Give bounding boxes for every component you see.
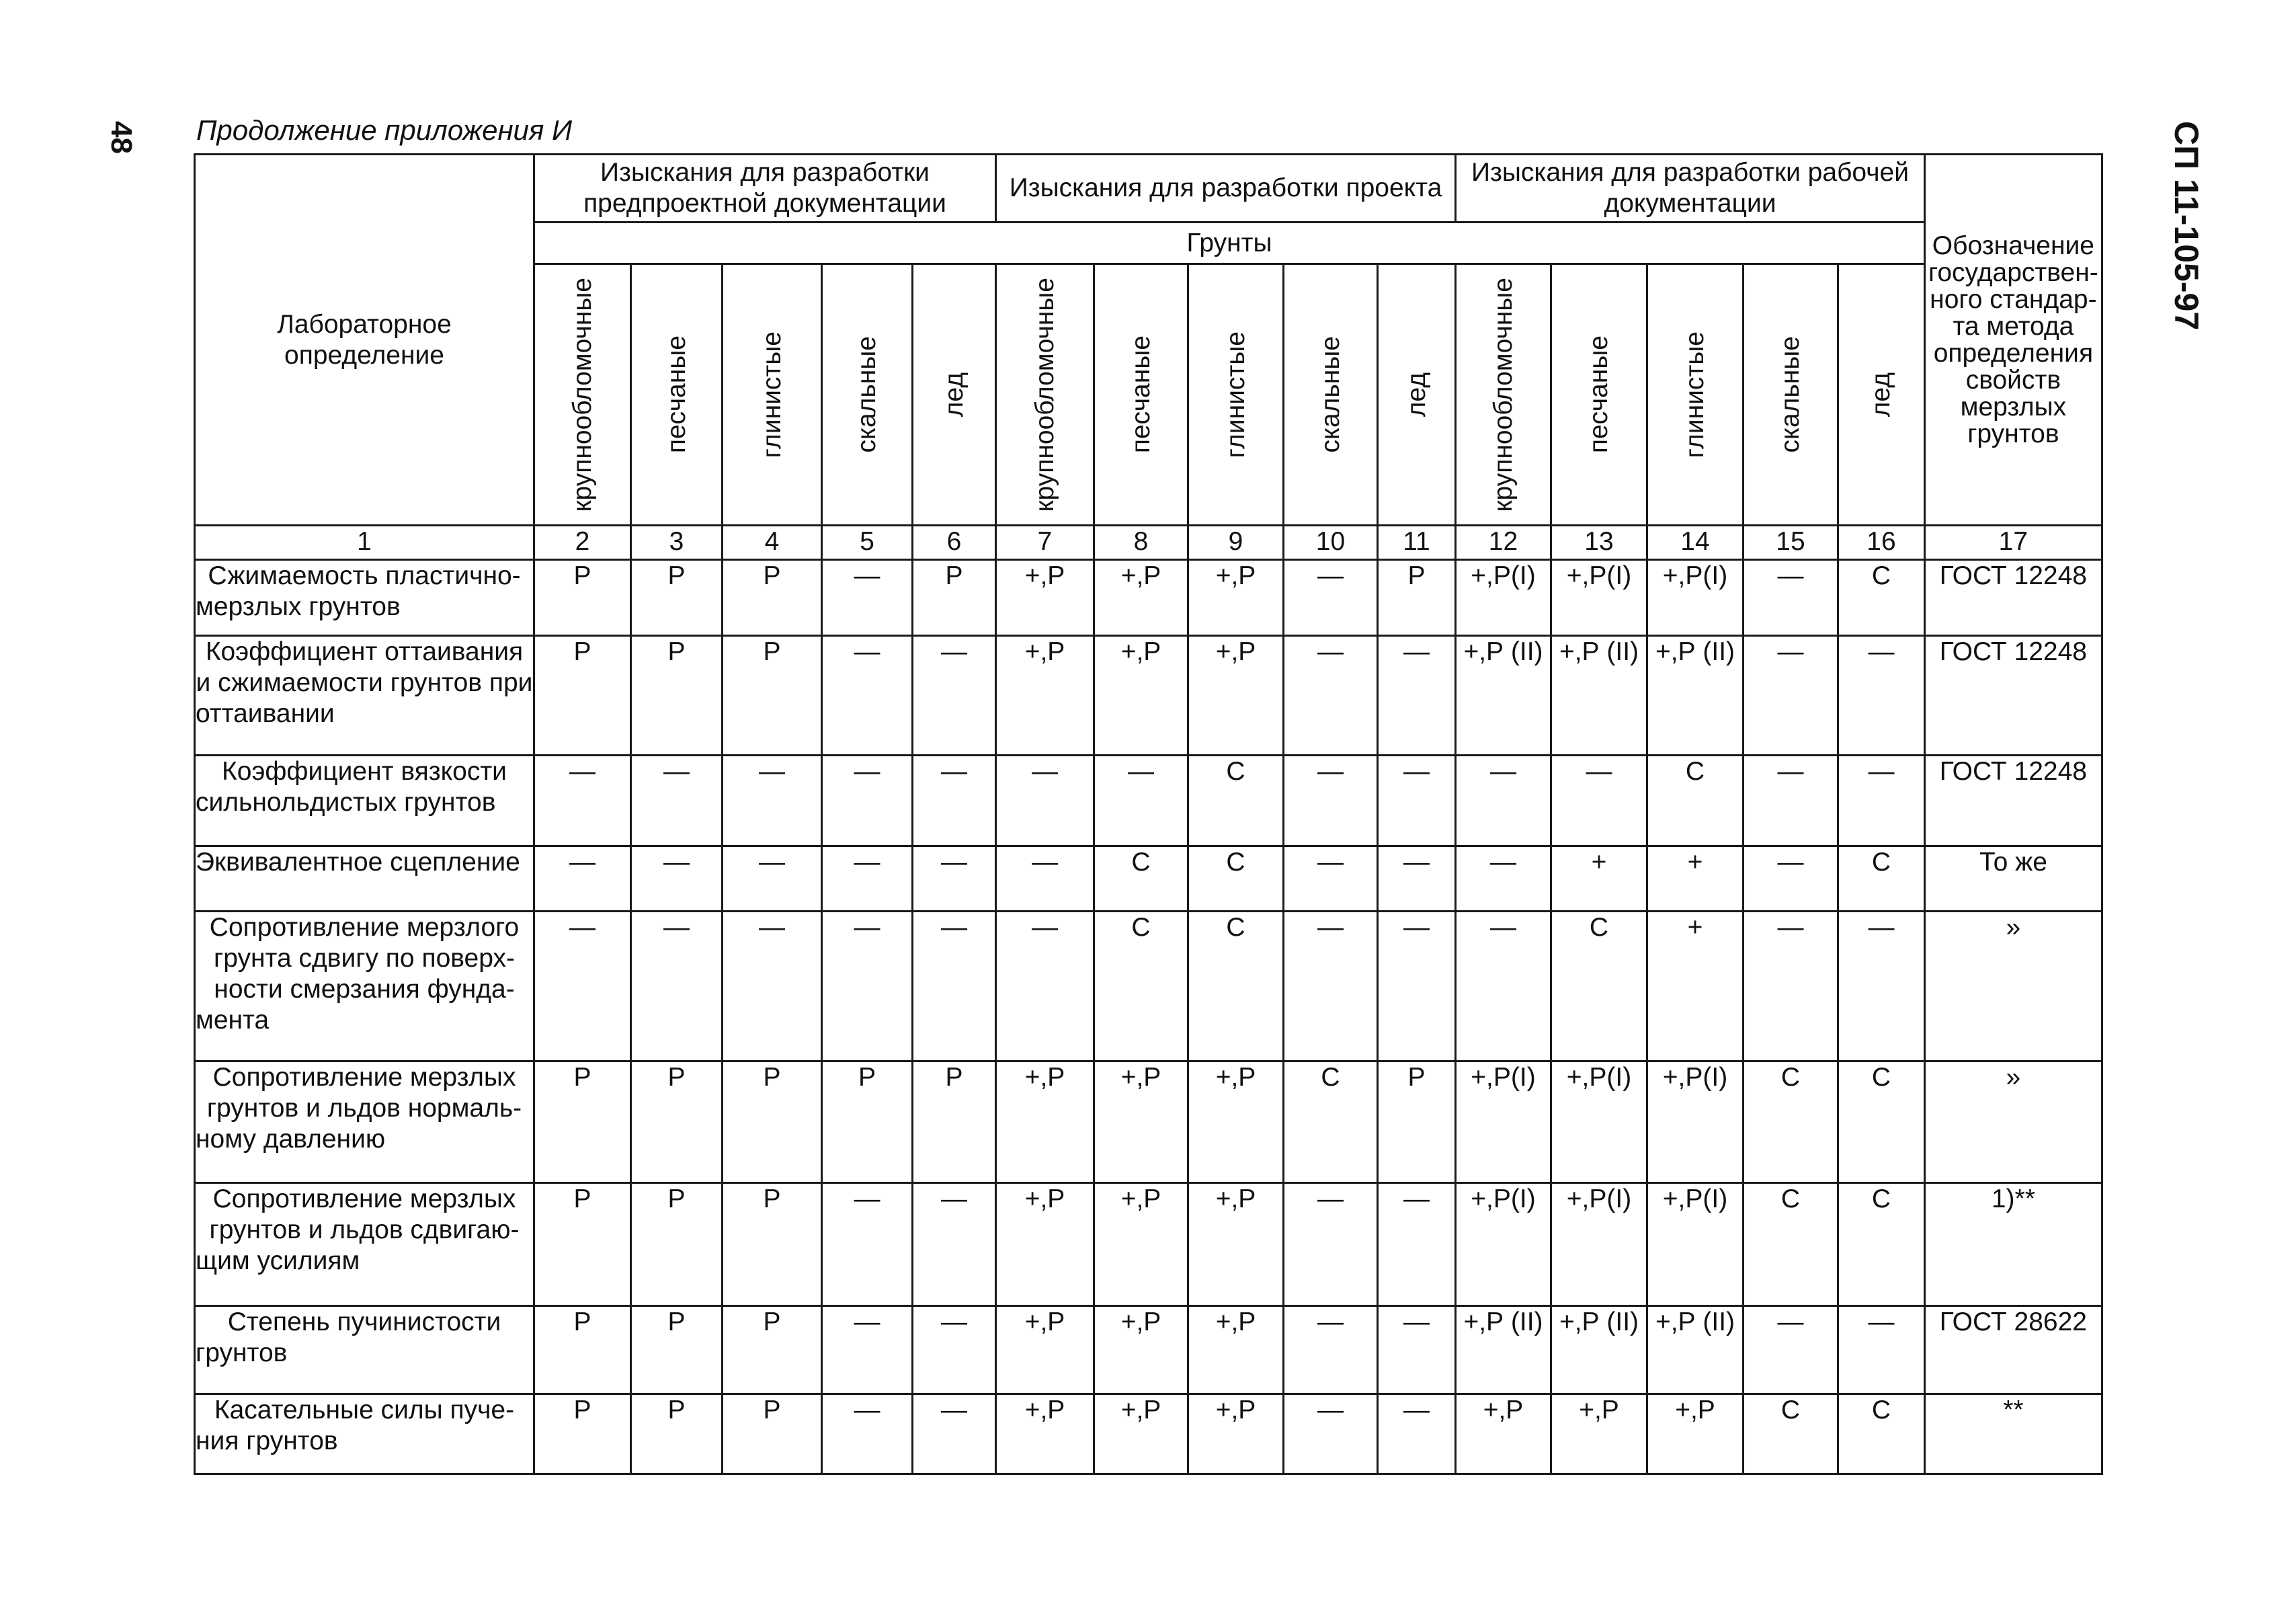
table-cell: — [1744,912,1838,1061]
table-cell: — [913,1183,996,1306]
table-cell: Р [723,1061,822,1183]
table-cell: — [996,756,1094,846]
table-cell: — [913,756,996,846]
lab-definition-name: Эквивалентное сцепление [195,846,534,912]
table-row [195,1061,2102,1183]
column-number: 10 [1284,526,1378,560]
column-number: 1 [195,526,534,560]
group-header-working: Изыскания для разработки рабочей документации [1456,155,1925,223]
standard-designation: ГОСТ 12248 [1925,756,2102,846]
table-row [195,912,2102,1061]
table-cell: Р [534,1306,631,1394]
table-cell: Р [723,560,822,636]
table-cell: +,Р [1188,1394,1284,1474]
table-cell: — [1284,1394,1378,1474]
table-cell: +,Р [996,636,1094,756]
column-number: 9 [1188,526,1284,560]
table-cell: С [1838,1394,1925,1474]
table-cell: — [534,846,631,912]
table-cell: — [1838,1306,1925,1394]
table-cell: +,Р [1094,1394,1188,1474]
table-cell: — [822,560,913,636]
column-number: 12 [1456,526,1551,560]
lab-definition-name: Коэффициент вязкости сильнольдистых грунтов [195,756,534,846]
table-cell: — [1284,1183,1378,1306]
table-cell: +,Р(I) [1551,1183,1647,1306]
lab-definition-name: Сопротивление мерзлых грунтов и льдов нормаль-ному давлению [195,1061,534,1183]
table-cell: — [1744,1306,1838,1394]
table-cell: +,Р [1188,560,1284,636]
page-number: 48 [105,121,138,154]
table-cell: — [822,1183,913,1306]
table-cell: Р [822,1061,913,1183]
table-cell: — [534,756,631,846]
table-row [195,846,2102,912]
table-cell: — [913,846,996,912]
table-cell: + [1551,846,1647,912]
column-number: 6 [913,526,996,560]
soil-type-header: глинистые [1188,264,1284,526]
table-cell: — [1378,636,1456,756]
table-cell: — [1456,846,1551,912]
table-cell: Р [631,1394,723,1474]
table-cell: — [723,912,822,1061]
table-cell: +,Р [996,1306,1094,1394]
table-cell: +,Р(I) [1647,1183,1744,1306]
table-cell: +,Р(I) [1647,1061,1744,1183]
soil-type-header: песчаные [1094,264,1188,526]
table-cell: +,Р(I) [1551,1061,1647,1183]
table-cell: Р [723,1306,822,1394]
table-cell: +,Р(I) [1647,560,1744,636]
column-number: 7 [996,526,1094,560]
table-cell: С [1188,846,1284,912]
table-cell: С [1094,912,1188,1061]
table-cell: +,Р [996,1183,1094,1306]
table-cell: +,Р [1188,1306,1284,1394]
column-number: 15 [1744,526,1838,560]
table-cell: — [1378,1394,1456,1474]
table-cell: +,Р [1551,1394,1647,1474]
table-cell: — [913,1394,996,1474]
table-cell: +,Р [1188,1061,1284,1183]
table-cell: — [1284,756,1378,846]
soil-type-header: скальные [822,264,913,526]
table-cell: — [822,912,913,1061]
soil-type-header: скальные [1744,264,1838,526]
table-cell: — [723,846,822,912]
lab-tests-table [194,153,2103,1475]
table-cell: Р [534,1394,631,1474]
soils-header: Грунты [534,223,1925,264]
table-cell: +,Р [1094,1306,1188,1394]
table-cell: — [1744,846,1838,912]
soil-type-header: крупнообломочные [534,264,631,526]
table-cell: — [631,912,723,1061]
table-cell: — [1284,560,1378,636]
table-cell: Р [534,636,631,756]
table-cell: Р [723,1183,822,1306]
lab-definition-name: Коэффициент оттаивания и сжимаемости грунтов при оттаивании [195,636,534,756]
table-cell: — [822,1394,913,1474]
table-cell: — [631,756,723,846]
standard-designation: ГОСТ 28622 [1925,1306,2102,1394]
table-cell: С [1188,912,1284,1061]
table-cell: — [996,846,1094,912]
standard-designation: 1)** [1925,1183,2102,1306]
column-number: 13 [1551,526,1647,560]
column-number: 4 [723,526,822,560]
table-cell: Р [723,1394,822,1474]
document-code: СП 11-105-97 [2168,121,2205,331]
table-cell: Р [1378,1061,1456,1183]
lab-definition-name: Степень пучинистости грунтов [195,1306,534,1394]
table-cell: Р [631,560,723,636]
table-cell: +,Р [1094,1183,1188,1306]
table-cell: Р [631,636,723,756]
table-cell: — [1378,1306,1456,1394]
soil-type-header: скальные [1284,264,1378,526]
table-cell: — [723,756,822,846]
table-cell: +,Р [1188,1183,1284,1306]
table-cell: Р [534,560,631,636]
standard-designation: ГОСТ 12248 [1925,636,2102,756]
table-cell: — [1456,912,1551,1061]
table-cell: — [1744,756,1838,846]
table-cell: — [1838,756,1925,846]
table-cell: — [913,636,996,756]
table-cell: +,Р(I) [1456,1061,1551,1183]
table-cell: С [1838,1183,1925,1306]
soil-type-header: песчаные [631,264,723,526]
table-row [195,560,2102,636]
table-cell: +,Р [1094,1061,1188,1183]
column-number: 8 [1094,526,1188,560]
table-cell: Р [631,1183,723,1306]
table-cell: + [1647,912,1744,1061]
table-cell: — [822,756,913,846]
table-cell: +,Р (II) [1647,1306,1744,1394]
table-cell: Р [723,636,822,756]
table-cell: — [913,1306,996,1394]
table-cell: — [1838,912,1925,1061]
table-cell: С [1838,560,1925,636]
table-cell: — [1284,912,1378,1061]
table-cell: — [1551,756,1647,846]
table-cell: — [913,912,996,1061]
table-cell: +,Р (II) [1456,636,1551,756]
lab-definition-name: Касательные силы пуче-ния грунтов [195,1394,534,1474]
table-cell: — [822,846,913,912]
column-number: 16 [1838,526,1925,560]
soil-type-header: крупнообломочные [1456,264,1551,526]
standard-designation: » [1925,1061,2102,1183]
table-row [195,1394,2102,1474]
standard-designation: » [1925,912,2102,1061]
table-cell: — [1378,756,1456,846]
column-number: 5 [822,526,913,560]
table-cell: + [1647,846,1744,912]
lab-definition-name: Сжимаемость пластично-мерзлых грунтов [195,560,534,636]
table-cell: С [1551,912,1647,1061]
column-number: 2 [534,526,631,560]
group-header-project: Изыскания для разработки проекта [996,155,1456,223]
table-row [195,1306,2102,1394]
lab-definition-name: Сопротивление мерзлого грунта сдвигу по поверх-ности смерзания фунда-мента [195,912,534,1061]
table-cell: — [1284,1306,1378,1394]
table-cell: +,Р (II) [1647,636,1744,756]
standard-designation: ** [1925,1394,2102,1474]
table-cell: — [1378,846,1456,912]
table-cell: +,Р [996,560,1094,636]
soil-type-header: лед [1378,264,1456,526]
table-cell: +,Р [996,1394,1094,1474]
table-cell: — [1284,846,1378,912]
table-cell: — [1838,636,1925,756]
table-cell: — [1378,1183,1456,1306]
table-cell: — [1094,756,1188,846]
standard-designation: То же [1925,846,2102,912]
group-header-preproject: Изыскания для разработки предпроектной документации [534,155,996,223]
table-cell: С [1744,1183,1838,1306]
column-header-standard: Обозначение государствен-ного стандар-та метода определения свойств мерзлых грунтов [1925,155,2102,526]
table-cell: — [1456,756,1551,846]
column-header-lab-definition: Лабораторное определение [195,155,534,526]
table-cell: +,Р [1094,636,1188,756]
column-number: 11 [1378,526,1456,560]
table-cell: — [822,1306,913,1394]
page-heading: Продолжение приложения И [196,114,573,146]
soil-type-header: песчаные [1551,264,1647,526]
standard-designation: ГОСТ 12248 [1925,560,2102,636]
soil-type-header: глинистые [1647,264,1744,526]
table-cell: С [1838,1061,1925,1183]
table-cell: +,Р [1647,1394,1744,1474]
table-cell: +,Р(I) [1551,560,1647,636]
table-cell: — [631,846,723,912]
table-cell: — [1744,636,1838,756]
table-cell: С [1744,1061,1838,1183]
table-cell: С [1647,756,1744,846]
column-number: 14 [1647,526,1744,560]
table-cell: — [534,912,631,1061]
table-cell: +,Р(I) [1456,1183,1551,1306]
table-cell: Р [631,1061,723,1183]
table-cell: +,Р [1188,636,1284,756]
table-cell: +,Р [996,1061,1094,1183]
table-cell: — [1378,912,1456,1061]
table-cell: С [1744,1394,1838,1474]
table-row [195,636,2102,756]
table-cell: С [1188,756,1284,846]
column-number: 3 [631,526,723,560]
table-cell: Р [534,1061,631,1183]
table-cell: — [1744,560,1838,636]
table-cell: +,Р (II) [1551,636,1647,756]
soil-type-header: глинистые [723,264,822,526]
table-cell: Р [534,1183,631,1306]
table-cell: Р [913,1061,996,1183]
table-cell: +,Р(I) [1456,560,1551,636]
column-number: 17 [1925,526,2102,560]
lab-definition-name: Сопротивление мерзлых грунтов и льдов сдвигаю-щим усилиям [195,1183,534,1306]
soil-type-header: лед [1838,264,1925,526]
table-cell: Р [631,1306,723,1394]
table-cell: +,Р (II) [1456,1306,1551,1394]
soil-type-header: крупнообломочные [996,264,1094,526]
table-cell: С [1838,846,1925,912]
soil-type-header: лед [913,264,996,526]
table-cell: — [996,912,1094,1061]
table-cell: Р [913,560,996,636]
table-cell: +,Р [1094,560,1188,636]
table-cell: +,Р [1456,1394,1551,1474]
table-cell: С [1284,1061,1378,1183]
table-cell: Р [1378,560,1456,636]
table-cell: +,Р (II) [1551,1306,1647,1394]
table-row [195,1183,2102,1306]
table-cell: — [1284,636,1378,756]
table-row [195,756,2102,846]
table-cell: — [822,636,913,756]
table-cell: С [1094,846,1188,912]
